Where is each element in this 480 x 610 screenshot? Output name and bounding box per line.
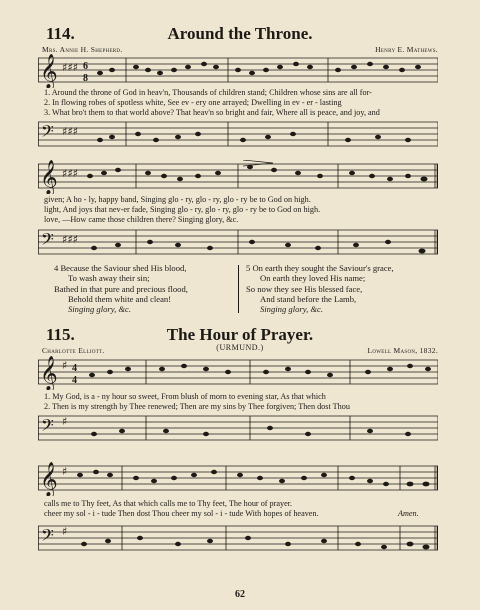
svg-text:𝄢: 𝄢 bbox=[41, 415, 54, 439]
verse-line: 5 On earth they sought the Saviour's grace, bbox=[246, 263, 394, 273]
svg-text:♯♯♯: ♯♯♯ bbox=[62, 125, 78, 138]
bass-staff bbox=[38, 118, 438, 150]
svg-text:𝄢: 𝄢 bbox=[41, 229, 54, 253]
svg-text:♯: ♯ bbox=[62, 525, 68, 538]
page-number: 62 bbox=[235, 589, 245, 600]
lyric-line: 1. Around the throne of God in heav'n, Thousands of children stand; Children whose sins are all for- bbox=[44, 88, 372, 97]
svg-text:4: 4 bbox=[72, 375, 77, 386]
svg-text:8: 8 bbox=[83, 73, 88, 84]
treble-staff bbox=[38, 462, 438, 496]
lyric-line: calls me to Thy feet, As that which calls me to Thy feet, The hour of prayer. bbox=[44, 499, 293, 508]
lyric-line: 2. Then is my strength by Thee renewed; Then are my sins by Thee forgiven; Then dost Thou bbox=[44, 402, 350, 411]
svg-text:♯♯♯: ♯♯♯ bbox=[62, 61, 78, 74]
hymn-title: Around the Throne. bbox=[167, 24, 313, 43]
verse-line: So now they see His blessed face, bbox=[246, 283, 363, 294]
verse-line: Behold them white and clean! bbox=[68, 293, 172, 304]
svg-text:𝄞: 𝄞 bbox=[40, 356, 58, 390]
verse-line: Bathed in that pure and precious flood, bbox=[54, 283, 188, 294]
svg-text:𝄢: 𝄢 bbox=[41, 525, 54, 549]
lyric-line: cheer my sol - i - tude Then dost Thou cheer my sol - i - tude With hopes of heaven. bbox=[44, 509, 319, 518]
lyric-line: 3. What bro't them to that world above? That heav'n so bright and fair, Where all is peace, and joy, and bbox=[44, 108, 380, 117]
hymn-number: 114. bbox=[46, 24, 75, 43]
treble-staff bbox=[38, 356, 438, 390]
hymn-number: 115. bbox=[46, 325, 75, 344]
treble-staff bbox=[38, 54, 438, 88]
verse-5 bbox=[246, 263, 394, 314]
verse-line: And stand before the Lamb, bbox=[260, 293, 357, 304]
svg-text:𝄞: 𝄞 bbox=[40, 462, 58, 496]
bass-staff bbox=[38, 522, 438, 554]
lyric-line: love, —How came those children there? Singing glory, &c. bbox=[44, 215, 239, 224]
verse-line: 4 Because the Saviour shed His blood, bbox=[54, 263, 187, 273]
author-credit: Charlotte Elliott. bbox=[42, 346, 105, 355]
verse-line: Singing glory, &c. bbox=[260, 304, 324, 315]
hymn-title: The Hour of Prayer. bbox=[166, 325, 314, 344]
svg-text:♯: ♯ bbox=[62, 359, 68, 372]
amen-label: Amen. bbox=[398, 509, 419, 518]
svg-text:𝄞: 𝄞 bbox=[40, 54, 58, 88]
svg-text:𝄢: 𝄢 bbox=[41, 121, 54, 145]
composer-credit: Henry E. Mathews. bbox=[375, 45, 438, 54]
bass-staff bbox=[38, 226, 438, 258]
composer-credit: Lowell Mason, 1832. bbox=[367, 346, 438, 355]
svg-text:6: 6 bbox=[83, 61, 88, 72]
lyric-line: 2. In flowing robes of spotless white, See ev - ery one arrayed; Dwelling in ev - er - lasting bbox=[44, 98, 342, 107]
verse-line: On earth they loved His name; bbox=[260, 273, 366, 284]
svg-text:♯♯♯: ♯♯♯ bbox=[62, 233, 78, 246]
verse-line: Singing glory, &c. bbox=[68, 304, 132, 315]
verse-line: To wash away their sin; bbox=[68, 273, 150, 284]
bass-staff bbox=[38, 412, 438, 444]
treble-staff bbox=[38, 160, 438, 194]
svg-text:♯♯♯: ♯♯♯ bbox=[62, 167, 78, 180]
verse-4 bbox=[54, 263, 188, 314]
verse-divider bbox=[238, 265, 239, 313]
author-credit: Mrs. Annie H. Shepherd. bbox=[42, 45, 123, 54]
svg-text:♯: ♯ bbox=[62, 415, 68, 428]
lyric-line: light, And joys that nev-er fade, Singing glo - ry, glo - ry, glo - ry be to God on high. bbox=[44, 205, 321, 214]
tune-name: (URMUND.) bbox=[216, 343, 264, 352]
lyric-line: 1. My God, is a - ny hour so sweet, From blush of morn to evening star, As that which bbox=[44, 392, 326, 401]
svg-text:𝄞: 𝄞 bbox=[40, 160, 58, 194]
svg-text:♯: ♯ bbox=[62, 465, 68, 478]
svg-text:4: 4 bbox=[72, 363, 77, 374]
lyric-line: given; A ho - ly, happy band, Singing glo - ry, glo - ry, glo - ry be to God on high. bbox=[44, 195, 311, 204]
